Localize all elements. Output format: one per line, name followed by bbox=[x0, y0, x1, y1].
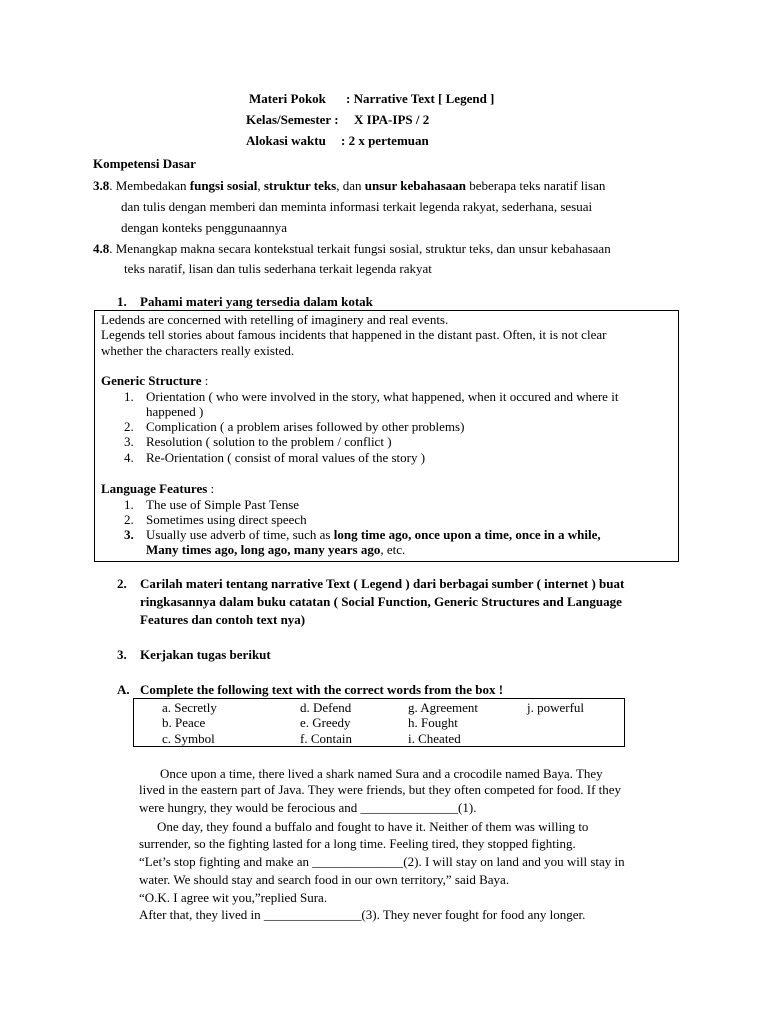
materi-pokok-value: : Narrative Text [ Legend ] bbox=[346, 91, 495, 106]
gs-item-3: Resolution ( solution to the problem / conflict ) bbox=[146, 434, 392, 449]
word-i: i. Cheated bbox=[408, 731, 461, 746]
story-line-4: One day, they found a buffalo and fought to have it. Neither of them was willing to bbox=[157, 819, 589, 834]
gs-item-1-cont: happened ) bbox=[146, 404, 204, 419]
gs-item-num-1: 1. bbox=[124, 389, 134, 404]
kd-4-8-line1 bbox=[93, 241, 611, 257]
word-j: j. powerful bbox=[527, 700, 585, 715]
kd-3-8-line2: dan tulis dengan memberi dan meminta informasi terkait legenda rakyat, sederhana, sesuai bbox=[121, 199, 593, 214]
story-line-8: “O.K. I agree wit you,”replied Sura. bbox=[139, 890, 328, 905]
lf-item-3-bold: long time ago, once upon a time, once in a while, bbox=[333, 527, 601, 542]
story-line-1: Once upon a time, there lived a shark named Sura and a crocodile named Baya. They bbox=[160, 766, 603, 781]
generic-structure-heading bbox=[101, 373, 208, 389]
task-a-number: A. bbox=[117, 682, 130, 697]
language-features-colon: : bbox=[207, 481, 215, 496]
kd-3-8-sep: , bbox=[257, 178, 264, 193]
gs-item-num-2: 2. bbox=[124, 419, 134, 434]
language-features-heading bbox=[101, 481, 214, 497]
gs-item-num-3: 3. bbox=[124, 434, 134, 449]
generic-structure-colon: : bbox=[201, 373, 209, 388]
materi-line2: Legends tell stories about famous incidents that happened in the distant past. Often, it is not clear bbox=[101, 327, 607, 342]
kd-3-8-post: beberapa teks naratif lisan bbox=[466, 178, 606, 193]
word-a: a. Secretly bbox=[162, 700, 217, 715]
word-c: c. Symbol bbox=[162, 731, 215, 746]
story-line-2: lived in the eastern part of Java. They were friends, but they often competed for food. If they bbox=[139, 782, 622, 797]
word-b: b. Peace bbox=[162, 715, 206, 730]
kelas-semester-value: X IPA-IPS / 2 bbox=[354, 112, 430, 127]
kd-3-8-number: 3.8 bbox=[93, 178, 110, 193]
lf-item-2: Sometimes using direct speech bbox=[146, 512, 307, 527]
alokasi-waktu-value: : 2 x pertemuan bbox=[341, 133, 429, 148]
kd-3-8-line3: dengan konteks penggunaannya bbox=[121, 220, 288, 235]
step2-line1: Carilah materi tentang narrative Text ( Legend ) dari berbagai sumber ( internet ) buat bbox=[140, 576, 625, 591]
step2-line2: ringkasannya dalam buku catatan ( Social Function, Generic Structures and Language bbox=[140, 594, 622, 609]
kd-3-8-bold-struktur: struktur teks bbox=[263, 178, 337, 193]
lf-item-3-post: , etc. bbox=[380, 542, 406, 557]
story-line-3: were hungry, they would be ferocious and _______________(1). bbox=[139, 800, 477, 815]
gs-item-4: Re-Orientation ( consist of moral values of the story ) bbox=[146, 450, 426, 465]
lf-item-num-2: 2. bbox=[124, 512, 134, 527]
lf-item-1: The use of Simple Past Tense bbox=[146, 497, 300, 512]
step2-number: 2. bbox=[117, 576, 127, 591]
lf-item-3 bbox=[146, 527, 601, 543]
lf-item-3-pre: Usually use adverb of time, such as bbox=[146, 527, 334, 542]
gs-item-num-4: 4. bbox=[124, 450, 134, 465]
alokasi-waktu-label: Alokasi waktu bbox=[246, 133, 326, 148]
kelas-semester-label: Kelas/Semester : bbox=[246, 112, 339, 127]
kompetensi-dasar-title: Kompetensi Dasar bbox=[93, 156, 196, 171]
story-line-7: water. We should stay and search food in our own territory,” said Baya. bbox=[139, 872, 510, 887]
step1-title: Pahami materi yang tersedia dalam kotak bbox=[140, 294, 373, 309]
word-d: d. Defend bbox=[300, 700, 352, 715]
language-features-title: Language Features bbox=[101, 481, 208, 496]
kd-3-8-bold-fungsi: fungsi sosial bbox=[189, 178, 258, 193]
kd-3-8-text: . Membedakan bbox=[109, 178, 190, 193]
materi-line1: Ledends are concerned with retelling of imaginery and real events. bbox=[101, 312, 449, 327]
word-h: h. Fought bbox=[408, 715, 458, 730]
kd-4-8-text: . Menangkap makna secara kontekstual terkait fungsi sosial, struktur teks, dan unsur kebahasaan bbox=[109, 241, 611, 256]
step2-line3: Features dan contoh text nya) bbox=[140, 612, 306, 627]
lf-item-3-bold2: Many times ago, long ago, many years ago bbox=[146, 542, 381, 557]
step3-title: Kerjakan tugas berikut bbox=[140, 647, 271, 662]
lf-item-num-3: 3. bbox=[124, 527, 134, 542]
story-line-5: surrender, so the fighting lasted for a long time. Feeling tired, they stopped fighting. bbox=[139, 836, 576, 851]
story-line-6: “Let’s stop fighting and make an ______________(2). I will stay on land and you will stay in bbox=[139, 854, 625, 869]
generic-structure-title: Generic Structure bbox=[101, 373, 202, 388]
step1-number: 1. bbox=[117, 294, 127, 309]
step3-number: 3. bbox=[117, 647, 127, 662]
kd-3-8-mid: , dan bbox=[336, 178, 365, 193]
kd-3-8-bold-unsur: unsur kebahasaan bbox=[364, 178, 467, 193]
gs-item-1: Orientation ( who were involved in the story, what happened, when it occured and where it bbox=[146, 389, 619, 404]
kd-4-8-line2: teks naratif, lisan dan tulis sederhana terkait legenda rakyat bbox=[124, 261, 432, 276]
gs-item-2: Complication ( a problem arises followed by other problems) bbox=[146, 419, 465, 434]
word-g: g. Agreement bbox=[408, 700, 479, 715]
kd-3-8-line1 bbox=[93, 178, 605, 194]
task-a-title: Complete the following text with the correct words from the box ! bbox=[140, 682, 504, 697]
word-f: f. Contain bbox=[300, 731, 352, 746]
story-line-9: After that, they lived in _______________(3). They never fought for food any longer. bbox=[139, 907, 586, 922]
lf-item-3-cont bbox=[146, 542, 405, 558]
materi-pokok-label: Materi Pokok bbox=[249, 91, 326, 106]
word-e: e. Greedy bbox=[300, 715, 351, 730]
kd-4-8-number: 4.8 bbox=[93, 241, 110, 256]
lf-item-num-1: 1. bbox=[124, 497, 134, 512]
materi-line3: whether the characters really existed. bbox=[101, 343, 295, 358]
